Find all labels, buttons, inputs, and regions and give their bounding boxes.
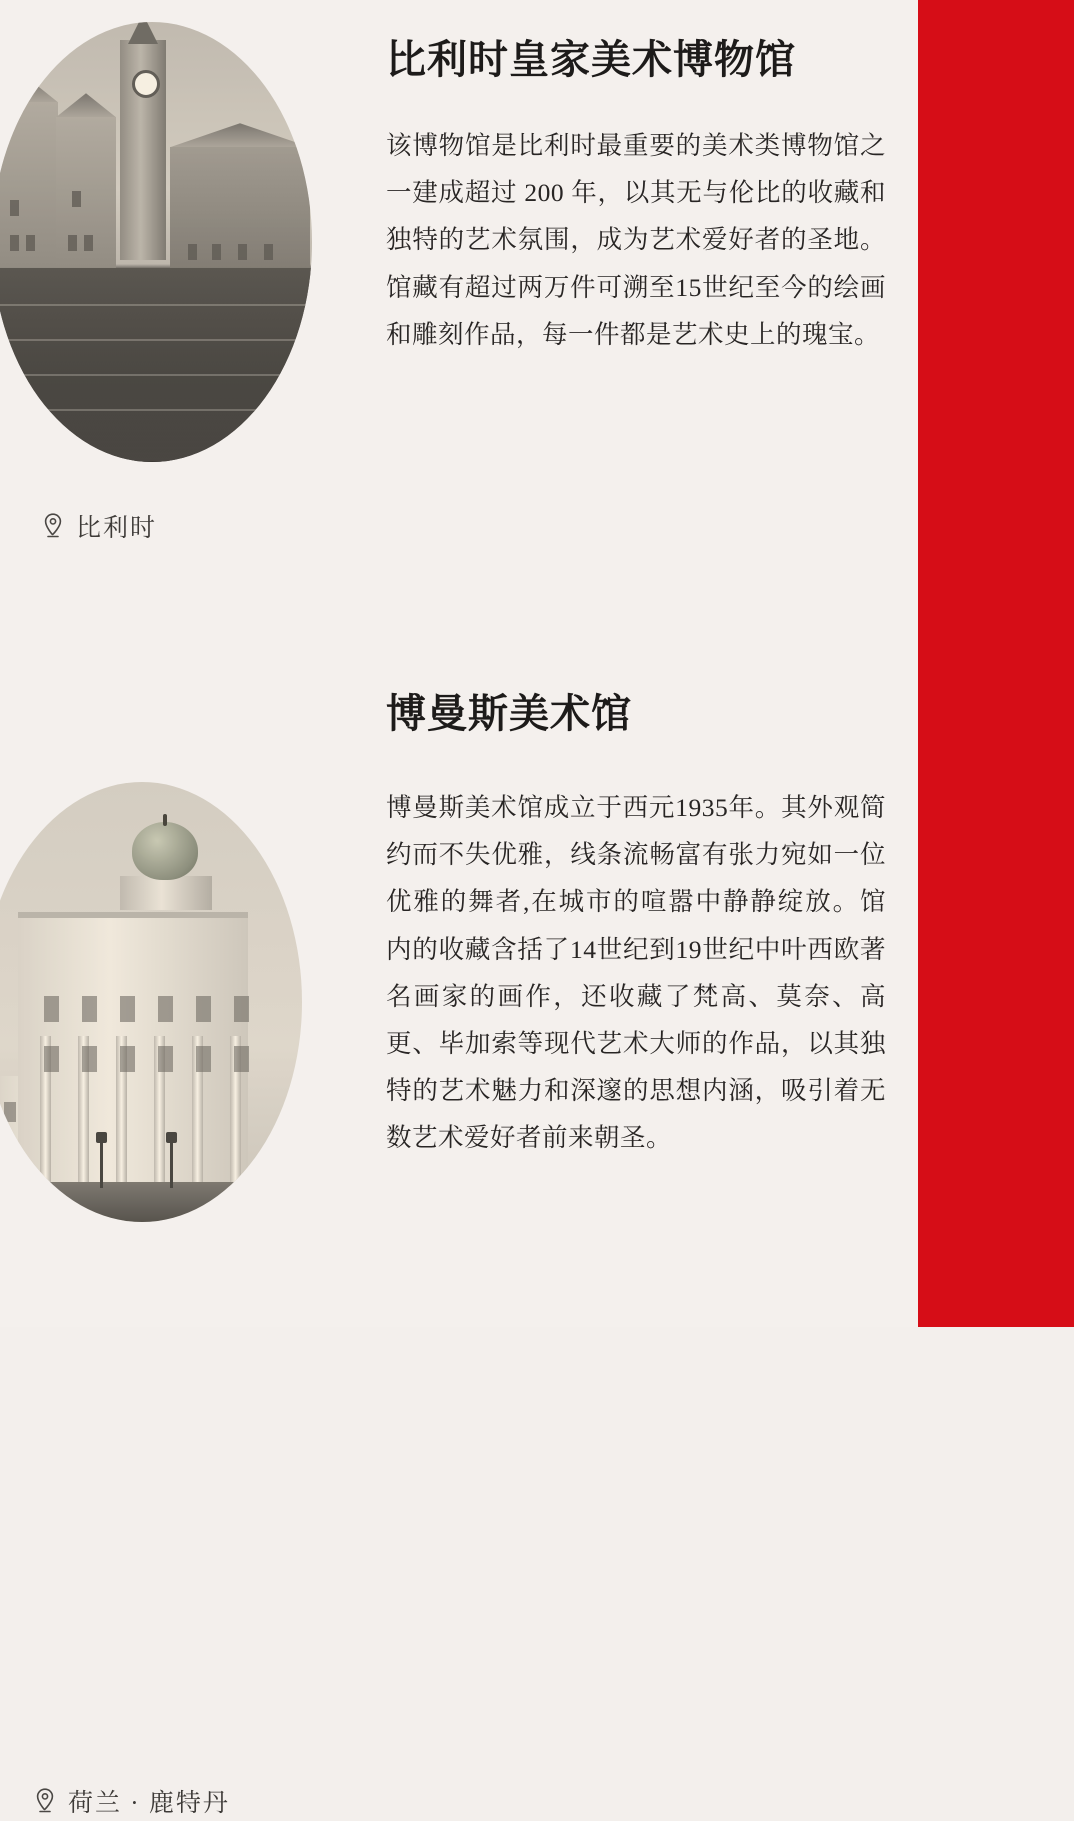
museum-photo-1 [0,22,312,462]
museum-description-2: 博曼斯美术馆成立于西元1935年。其外观简约而不失优雅，线条流畅富有张力宛如一位优雅的舞者,在城市的喧嚣中静静绽放。馆内的收藏含括了14世纪到19世纪中叶西欧著名画家的画作，还收藏了梵高、莫奈、高更、毕加索等现代艺术大师的作品，以其独特的艺术魅力和深邃的思想内涵，吸引着无数艺术爱好者前来朝圣。 [386,793,886,1153]
museum-entry-2 [0,640,910,1817]
museum-title-2: 博曼斯美术馆 [386,691,632,736]
museum-entry-1 [0,0,910,600]
text-column-2 [386,690,886,1161]
location-row-1 [42,508,157,544]
map-pin-icon [34,1788,56,1814]
map-pin-icon [42,513,64,539]
text-column-1 [386,36,886,358]
museum-description-1: 该博物馆是比利时最重要的美术类博物馆之一建成超过 200 年，以其无与伦比的收藏和独特的艺术氛围，成为艺术爱好者的圣地。馆藏有超过两万件可溯至15世纪至今的绘画和雕刻作品，每一件都是艺术史上的瑰宝。 [386,131,886,349]
accent-band [918,0,1074,1327]
band-gap [910,0,918,1327]
location-row-2 [34,1783,230,1819]
photo-illustration-belgium [0,22,312,462]
museum-photo-2 [0,782,302,1222]
location-label-2: 荷兰 · 鹿特丹 [68,1790,230,1817]
museum-title-1: 比利时皇家美术博物馆 [386,37,796,82]
photo-illustration-rotterdam [0,782,302,1222]
location-label-1: 比利时 [76,515,158,542]
